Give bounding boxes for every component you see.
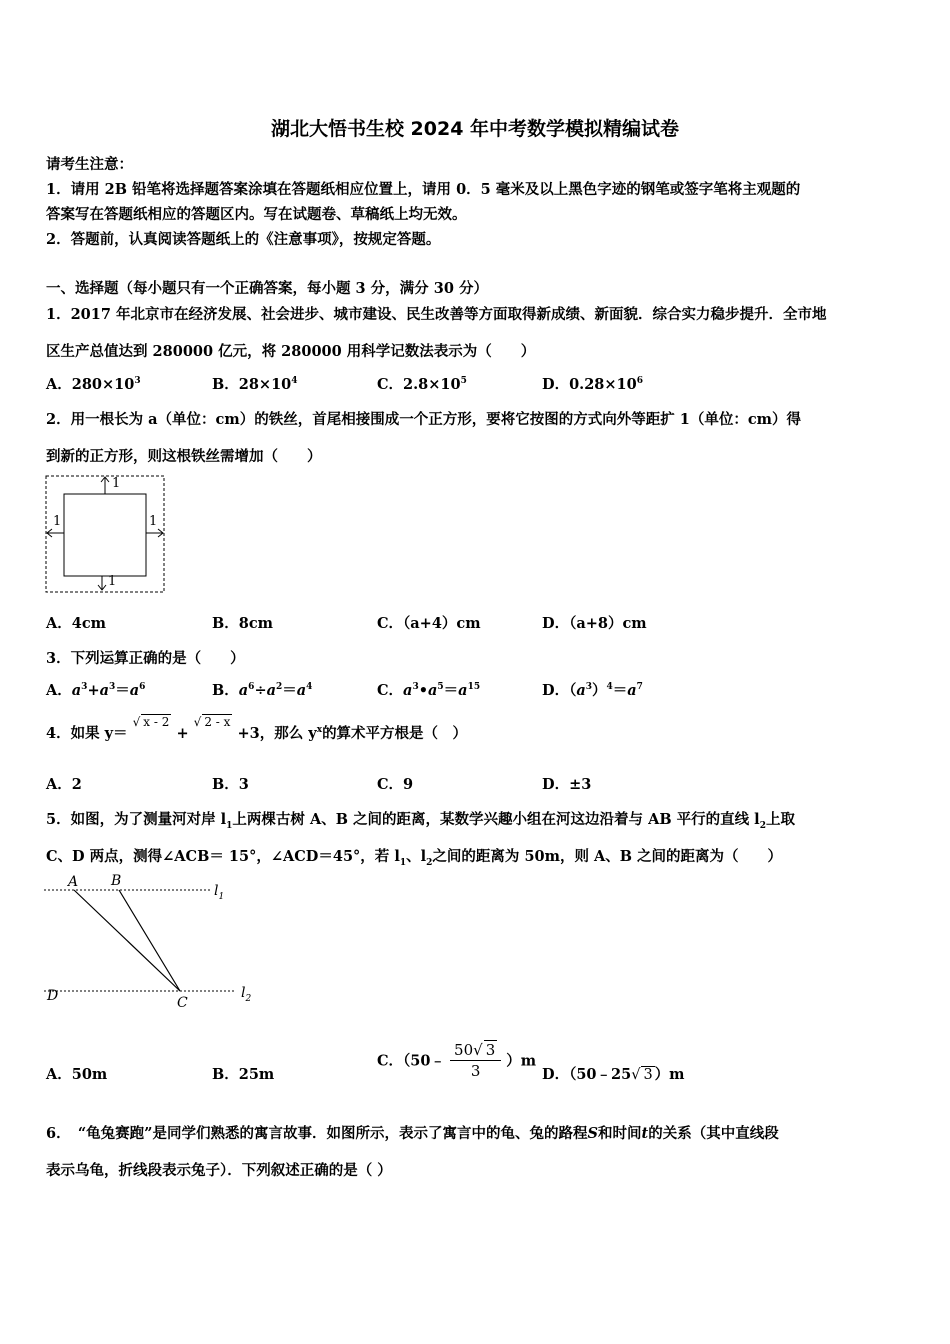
q4-option-d[interactable]: D．±3 [542,776,592,793]
q4-radical-1: √ x - 2 [132,715,170,729]
q2-fig-label-right: 1 [149,514,158,529]
q5-option-b[interactable]: B．25m [212,1066,275,1083]
q3-option-d[interactable]: D．$(a^3)^4=a^7$ [542,682,643,699]
q5-point-a: A [68,874,79,890]
q2-option-d[interactable]: D．（a+8）cm [542,615,647,632]
q5-option-c-fraction: $\frac{50√ 3}{3}$ [450,1040,501,1080]
q1-stem-line-1: 1．2017 年北京市在经济发展、社会进步、城市建设、民生改善等方面取得新成绩、新面貌．综合实力稳步提升．全市地 [46,306,827,323]
q5-point-b: B [111,873,122,889]
q1-option-c[interactable]: C．$2.8\times 10^5$ [377,376,467,393]
section-heading: 一、选择题（每小题只有一个正确答案，每小题 3 分，满分 30 分） [46,280,488,297]
q1-option-b[interactable]: B．$28\times 10^4$ [212,376,298,393]
q2-option-a[interactable]: A．4cm [46,615,107,632]
q4-stem: 4．如果 y＝ $^{√ x - 2}$ + $^{√ 2 - x}$ +3，那么 $y^x$的算术平方根是（ ） [46,715,468,742]
q5-stem-line-1: 5．如图，为了测量河对岸 $l_1$上两棵古树 A、B 之间的距离，某数学兴趣小组在河这边沿着与 AB 平行的直线 $l_2$上取 [46,811,795,831]
q3-option-b[interactable]: B．$a^6\div a^2=a^4$ [212,682,313,699]
q6-stem-line-2: 表示乌龟，折线段表示兔子）．下列叙述正确的是（ ） [46,1162,392,1179]
q2-fig-label-bottom: 1 [108,574,117,589]
q5-line-l2: $l_2$ [241,985,252,1004]
q5-option-a[interactable]: A．50m [46,1066,108,1083]
notice-line-1a: 1．请用 2B 铅笔将选择题答案涂填在答题纸相应位置上，请用 0．5 毫米及以上黑色字迹的钢笔或签字笔将主观题的 [46,181,801,198]
q5-line-l1: $l_1$ [214,883,225,902]
q5-point-c: C [177,995,188,1011]
q2-fig-label-left: 1 [53,514,62,529]
q5-stem-line-2: C、D 两点，测得∠ACB＝ 15°，∠ACD＝45°，若 $l_1$、$l_2$之间的距离为 50m，则 A、B 之间的距离为（ ） [46,848,783,868]
q2-option-b[interactable]: B．8cm [212,615,274,632]
notice-line-2: 2．答题前，认真阅读答题纸上的《注意事项》，按规定答题。 [46,231,441,248]
q5-option-d[interactable]: D．（50﹣25√ 3 ）m [542,1066,685,1083]
q1-option-a[interactable]: A．$280\times 10^3$ [46,376,141,393]
q6-stem-line-1: 6． “龟兔赛跑”是同学们熟悉的寓言故事．如图所示，表示了寓言中的龟、兔的路程S和时间t的关系（其中直线段 [46,1125,779,1142]
q5-point-d: D [47,988,59,1004]
q3-option-a[interactable]: A．$a^3+a^3=a^6$ [46,682,146,699]
q2-stem-line-1: 2．用一根长为 a（单位：cm）的铁丝，首尾相接围成一个正方形，要将它按图的方式向外等距扩 1（单位：cm）得 [46,411,802,428]
q2-stem-line-2: 到新的正方形，则这根铁丝需增加（ ） [46,448,322,465]
q3-stem: 3．下列运算正确的是（ ） [46,650,245,667]
q4-option-b[interactable]: B．3 [212,776,249,793]
q4-option-c[interactable]: C．9 [377,776,414,793]
q5-option-c[interactable]: C．（50﹣ $\frac{50√ 3}{3}$ ）m [377,1041,537,1080]
q4-radical-2: √ 2 - x [193,715,231,729]
q1-stem-line-2: 区生产总值达到 280000 亿元，将 280000 用科学记数法表示为（ ） [46,343,536,360]
q3-option-c[interactable]: C．$a^3•a^5=a^{15}$ [377,682,481,699]
notice-heading: 请考生注意： [46,156,133,173]
page-title: 湖北大悟书生校 2024 年中考数学模拟精编试卷 [270,118,680,140]
notice-line-1b: 答案写在答题纸相应的答题区内。写在试题卷、草稿纸上均无效。 [46,206,467,223]
q5-river-figure [44,872,259,1012]
q2-option-c[interactable]: C．（a+4）cm [377,615,481,632]
q2-fig-label-top: 1 [112,476,121,491]
q4-option-a[interactable]: A．2 [46,776,82,793]
q2-square-figure [44,474,168,596]
q1-option-d[interactable]: D．$0.28\times 10^6$ [542,376,643,393]
